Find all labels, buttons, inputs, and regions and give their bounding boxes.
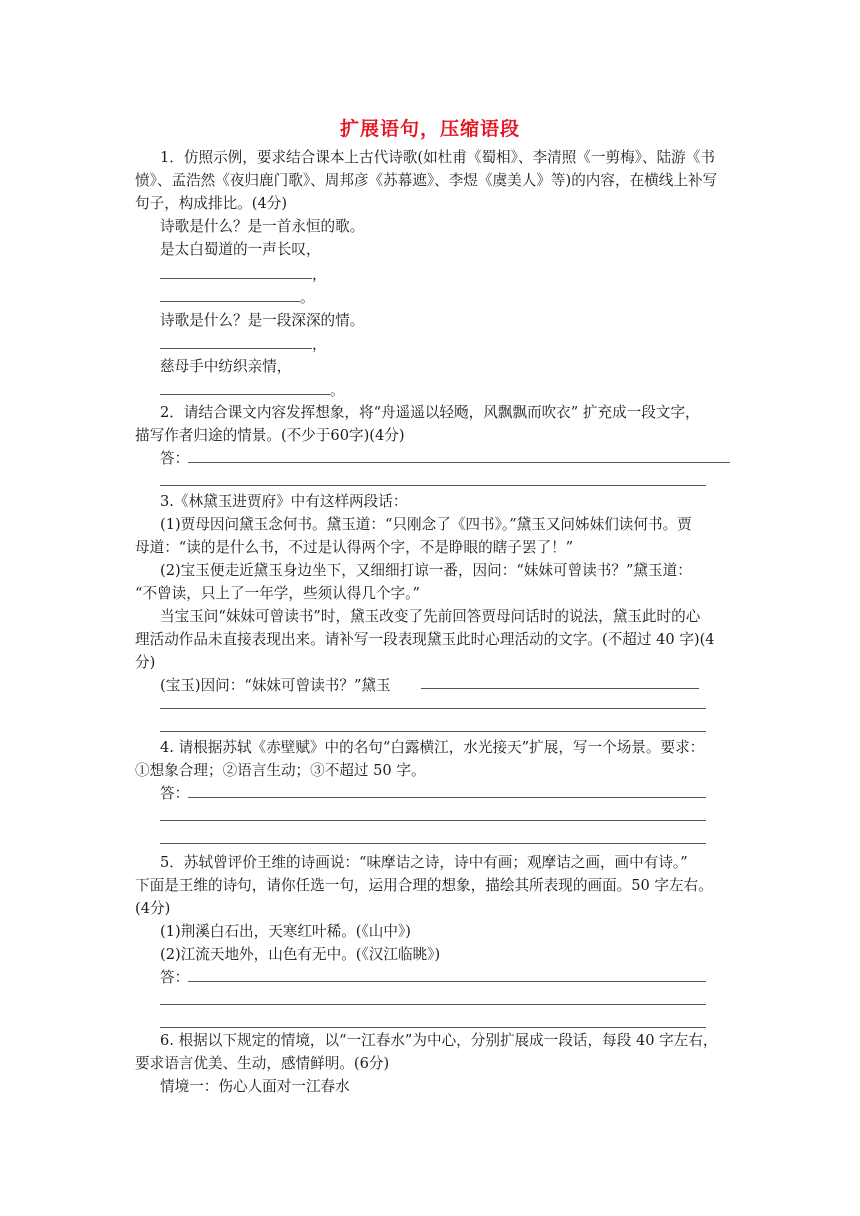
q5-answer-line-1[interactable] — [188, 981, 706, 982]
q1-fill-blank-2[interactable]: 。 — [160, 287, 315, 308]
q1-poem-line-1: 诗歌是什么？是一首永恒的歌。 — [160, 218, 365, 235]
q3-prompt: 3.《林黛玉进贾府》中有这样两段话： — [160, 493, 408, 510]
q3-answer-lead: (宝玉)因问：“妹妹可曾读书？”黛玉 — [160, 677, 391, 694]
q1-fill-blank-4[interactable]: 。 — [160, 380, 345, 401]
q3-task-line-1: 当宝玉问“妹妹可曾读书”时，黛玉改变了先前回答贾母问话时的说法，黛玉此时的心 — [160, 608, 701, 625]
q3-answer-line-1[interactable] — [421, 688, 699, 689]
q3-passage-1-line-2: 母道：“读的是什么书，不过是认得两个字，不是睁眼的瞎子罢了！” — [135, 539, 574, 556]
q2-prompt-line-1: 2．请结合课文内容发挥想象，将“舟遥遥以轻飏，风飘飘而吹衣” 扩充成一段文字， — [160, 404, 700, 421]
q1-poem-line-2: 是太白蜀道的一声长叹， — [160, 241, 321, 258]
q1-fill-blank-1[interactable]: ， — [160, 264, 327, 285]
q3-answer-line-2[interactable] — [160, 708, 706, 709]
q1-poem-line-4: 慈母手中纺织亲情， — [160, 358, 292, 375]
q2-prompt-line-2: 描写作者归途的情景。(不少于60字)(4分) — [135, 427, 405, 444]
q3-passage-2-line-1: (2)宝玉便走近黛玉身边坐下，又细细打谅一番，因问：“妹妹可曾读书？”黛玉道： — [160, 562, 692, 579]
q3-task-line-3: 分) — [135, 654, 156, 671]
q5-prompt-line-3: (4分) — [135, 900, 171, 917]
q5-answer-line-2[interactable] — [160, 1004, 706, 1005]
q6-prompt-line-2: 要求语言优美、生动，感情鲜明。(6分) — [135, 1055, 390, 1072]
q2-answer-line-1[interactable] — [188, 462, 730, 463]
q4-answer-line-3[interactable] — [160, 843, 706, 844]
q3-task-line-2: 理活动作品未直接表现出来。请补写一段表现黛玉此时心理活动的文字。(不超过 40 字)(4 — [135, 631, 715, 648]
q1-prompt-line-3: 句子，构成排比。(4分) — [135, 195, 288, 212]
q1-fill-blank-3[interactable]: ， — [160, 334, 327, 355]
q5-option-2: (2)江流天地外，山色有无中。(《汉江临眺》) — [160, 946, 441, 963]
q2-answer-line-2[interactable] — [160, 485, 706, 486]
q2-answer-label: 答： — [160, 450, 190, 467]
q1-prompt-line-1: 1．仿照示例，要求结合课本上古代诗歌(如杜甫《蜀相》、李清照《一剪梅》、陆游《书 — [160, 149, 715, 166]
q5-prompt-line-2: 下面是王维的诗句，请你任选一句，运用合理的想象，描绘其所表现的画面。50 字左右。 — [135, 877, 713, 894]
q1-prompt-line-2: 愤》、孟浩然《夜归鹿门歌》、周邦彦《苏幕遮》、李煜《虞美人》等)的内容，在横线上补写 — [135, 172, 718, 189]
q5-option-1: (1)荆溪白石出，天寒红叶稀。(《山中》) — [160, 923, 411, 940]
q4-answer-line-1[interactable] — [188, 797, 706, 798]
q3-answer-line-3[interactable] — [160, 731, 706, 732]
q4-answer-line-2[interactable] — [160, 820, 706, 821]
q4-prompt-line-1: 4. 请根据苏轼《赤壁赋》中的名句“白露横江，水光接天”扩展，写一个场景。要求： — [160, 739, 705, 756]
q5-answer-line-3[interactable] — [160, 1027, 706, 1028]
q4-prompt-line-2: ①想象合理；②语言生动；③不超过 50 字。 — [135, 762, 426, 779]
q6-situation-1: 情境一：伤心人面对一江春水 — [160, 1078, 350, 1095]
q6-prompt-line-1: 6. 根据以下规定的情境，以“一江春水”为中心，分别扩展成一段话，每段 40 字左右， — [160, 1032, 718, 1049]
q5-prompt-line-1: 5．苏轼曾评价王维的诗画说：“味摩诘之诗，诗中有画；观摩诘之画，画中有诗。” — [160, 854, 688, 871]
page-title: 扩展语句，压缩语段 — [339, 118, 520, 140]
q3-passage-1-line-1: (1)贾母因问黛玉念何书。黛玉道：“只刚念了《四书》。”黛玉又问姊妹们读何书。贾 — [160, 516, 692, 533]
q5-answer-label: 答： — [160, 969, 190, 986]
q4-answer-label: 答： — [160, 785, 190, 802]
q1-poem-line-3: 诗歌是什么？是一段深深的情。 — [160, 312, 365, 329]
q3-passage-2-line-2: “不曾读，只上了一年学，些须认得几个字。” — [135, 585, 420, 602]
